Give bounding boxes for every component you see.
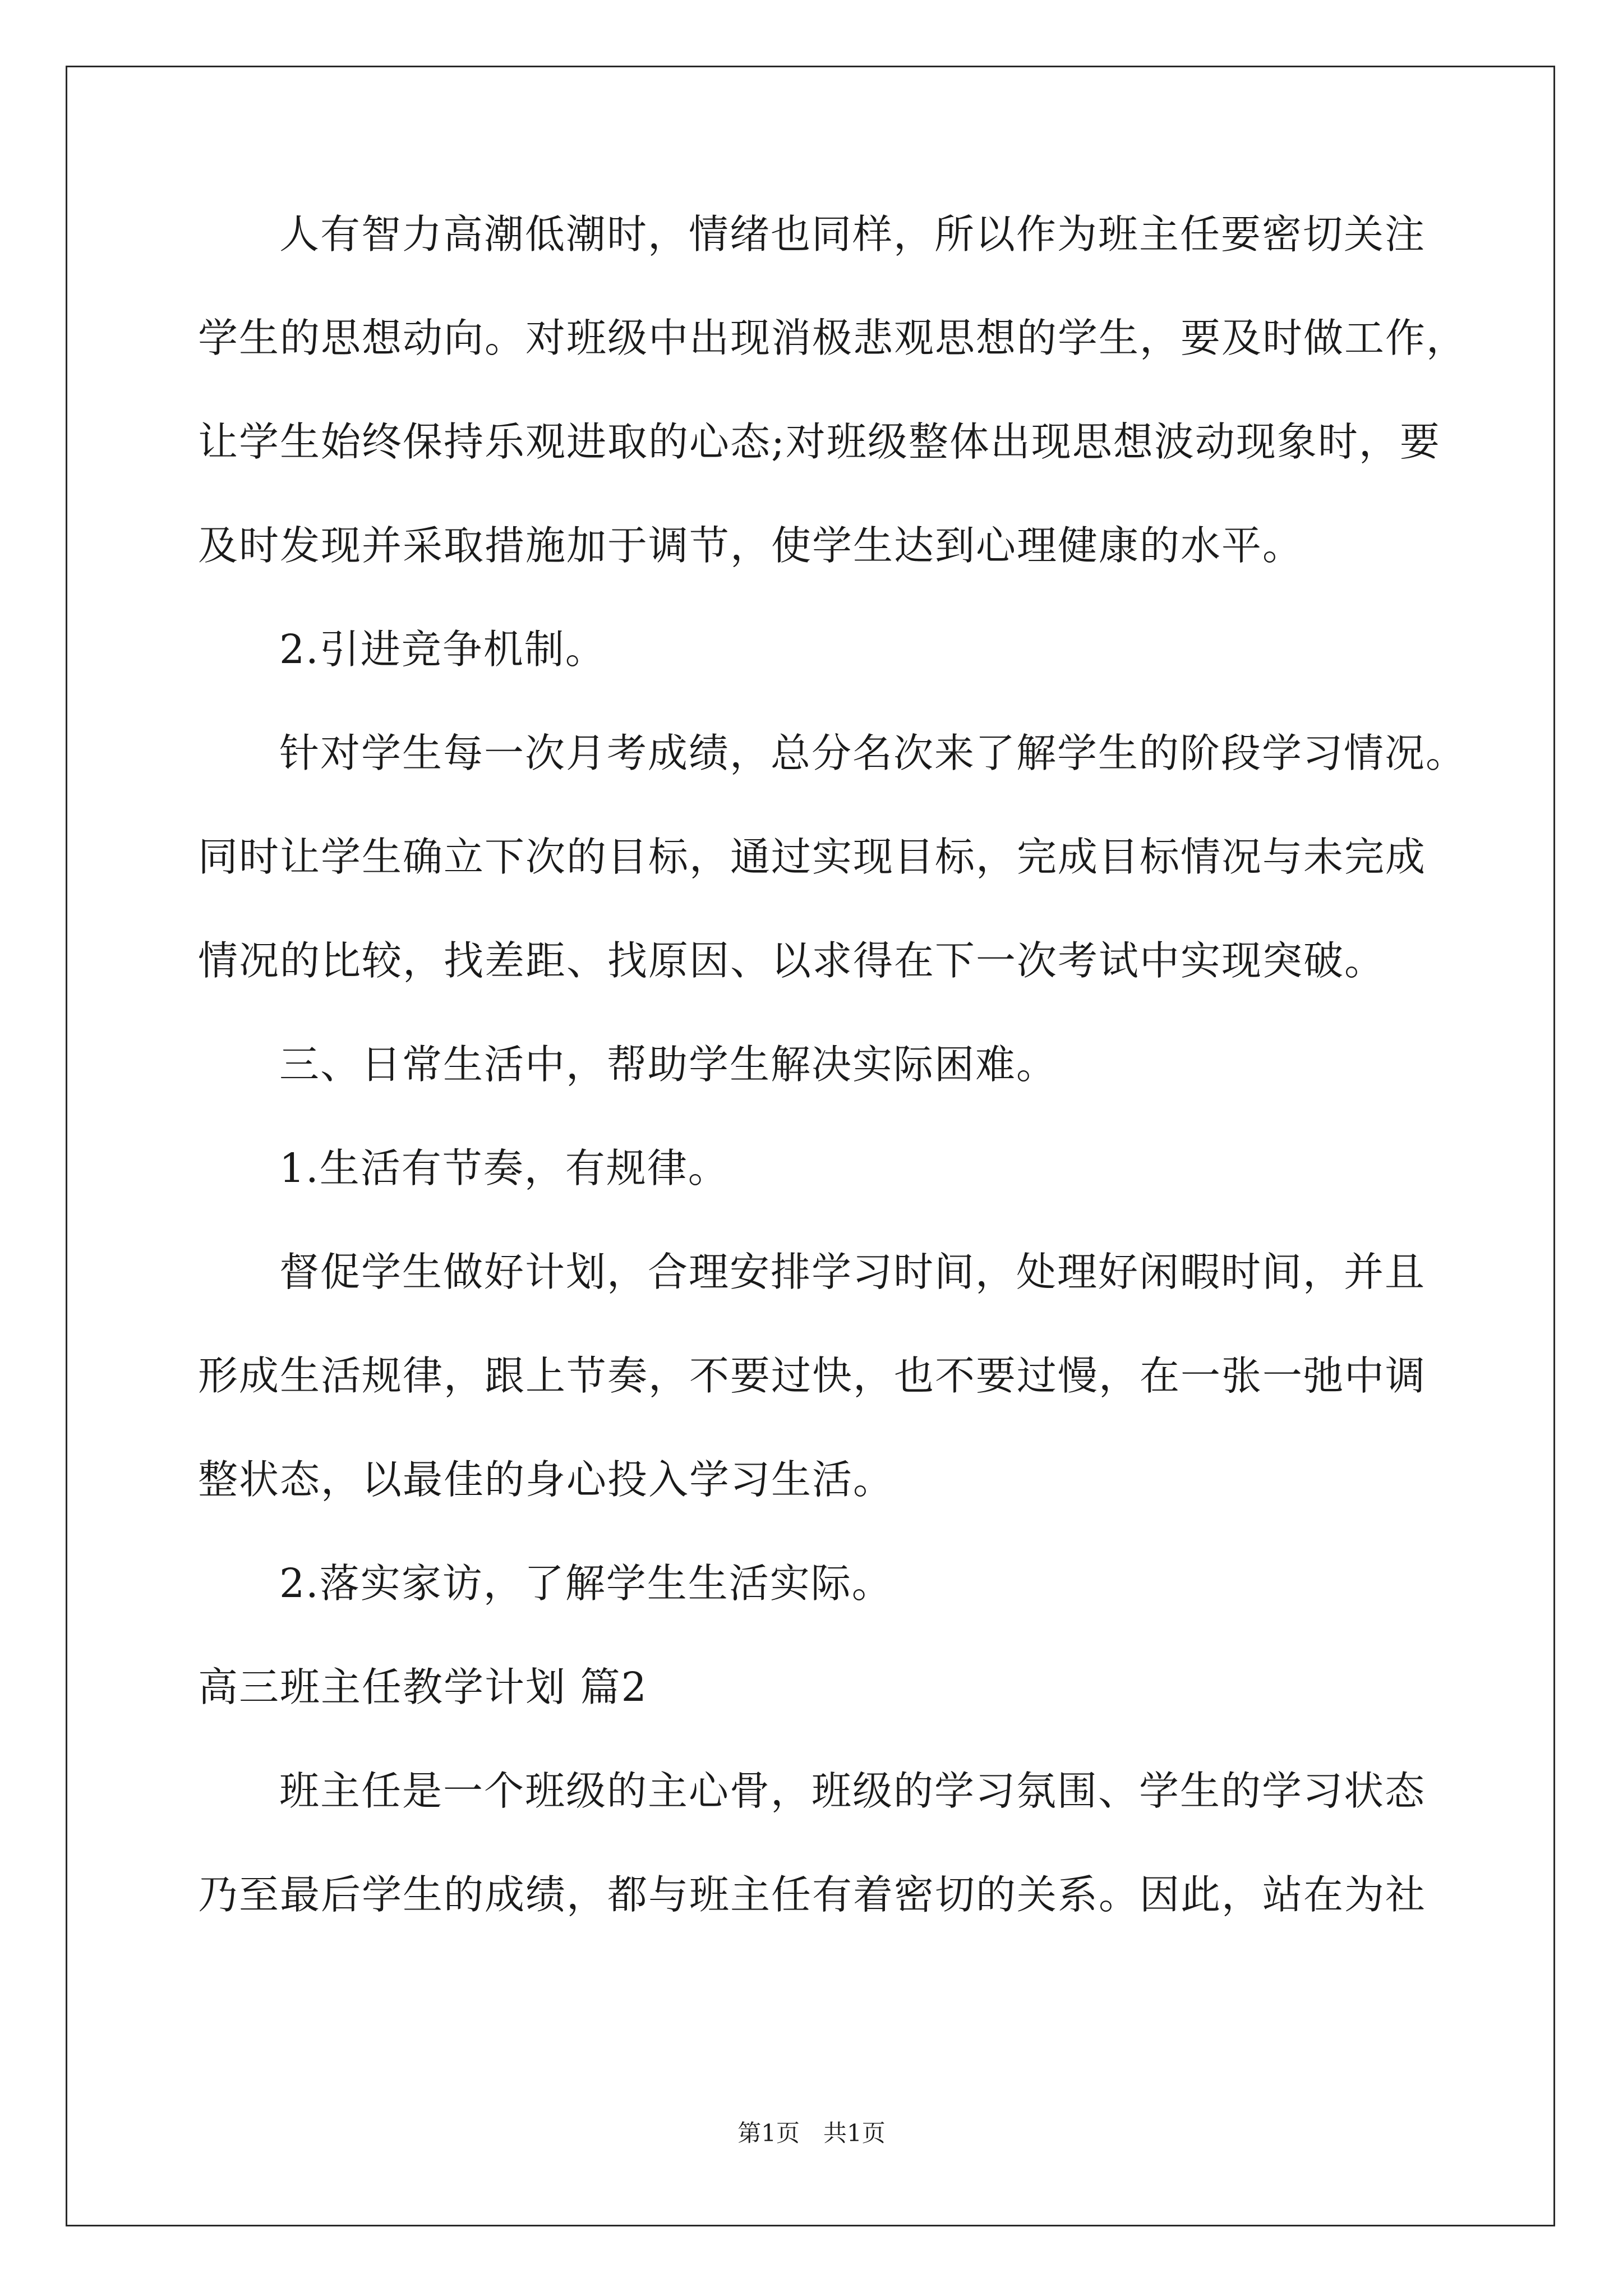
section-heading: 三、日常生活中，帮助学生解决实际困难。 (279, 1041, 1058, 1088)
paragraph-line: 同时让学生确立下次的目标，通过实现目标，完成目标情况与未完成 (198, 834, 1427, 880)
paragraph-line: 情况的比较，找差距、找原因、以求得在下一次考试中实现突破。 (198, 937, 1386, 984)
paragraph-line: 形成生活规律，跟上节奏，不要过快，也不要过慢，在一张一弛中调 (198, 1352, 1427, 1399)
section-heading: 2.落实家访，了解学生生活实际。 (279, 1560, 893, 1607)
page-number: 第1页 共1页 (737, 2119, 886, 2147)
section-heading: 2.引进竞争机制。 (279, 626, 606, 673)
section-heading: 1.生活有节奏，有规律。 (279, 1145, 729, 1191)
paragraph-line: 整状态，以最佳的身心投入学习生活。 (198, 1456, 895, 1503)
paragraph-line: 督促学生做好计划，合理安排学习时间，处理好闲暇时间，并且 (279, 1249, 1426, 1295)
paragraph-line: 学生的思想动向。对班级中出现消极悲观思想的学生，要及时做工作， (198, 315, 1468, 361)
paragraph-line: 人有智力高潮低潮时，情绪也同样，所以作为班主任要密切关注 (279, 211, 1426, 257)
paragraph-line: 让学生始终保持乐观进取的心态;对班级整体出现思想波动现象时，要 (198, 418, 1441, 465)
paragraph-line: 乃至最后学生的成绩，都与班主任有着密切的关系。因此，站在为社 (198, 1871, 1427, 1918)
document-title: 高三班主任教学计划 篇2 (198, 1664, 648, 1710)
paragraph-line: 班主任是一个班级的主心骨，班级的学习氛围、学生的学习状态 (279, 1768, 1426, 1814)
paragraph-line: 针对学生每一次月考成绩，总分名次来了解学生的阶段学习情况。 (279, 730, 1467, 776)
paragraph-line: 及时发现并采取措施加于调节，使学生达到心理健康的水平。 (198, 522, 1304, 569)
